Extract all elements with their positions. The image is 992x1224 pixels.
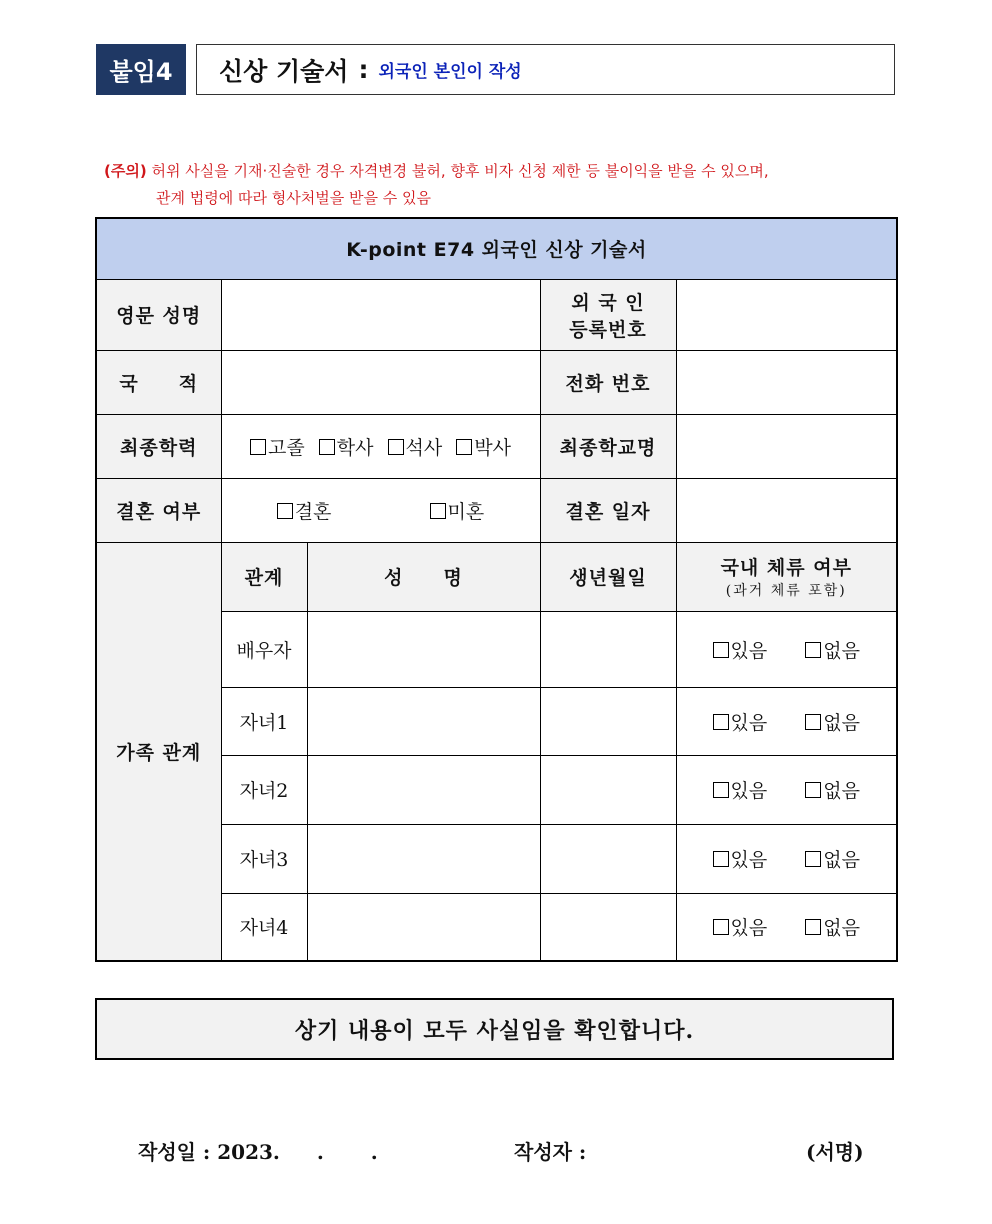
confirmation-statement: 상기 내용이 모두 사실임을 확인합니다. [95,998,894,1060]
family-relation-spouse: 배우자 [221,611,307,687]
option-label: 있음 [730,639,768,662]
marriage-date-field[interactable] [676,478,897,542]
family-name-field[interactable] [307,687,540,755]
education-option-bachelor[interactable] [319,433,374,460]
stay-options [676,824,897,893]
family-name-field[interactable] [307,611,540,687]
marital-option-married[interactable] [277,497,332,524]
stay-option-no[interactable] [805,636,860,663]
option-label: 없음 [823,639,860,662]
checkbox-icon[interactable] [805,851,821,867]
stay-header [676,542,897,611]
option-label: 있음 [730,711,768,734]
checkbox-icon[interactable] [713,919,729,935]
option-label: 없음 [823,711,860,734]
stay-option-yes[interactable] [713,913,768,940]
notice-label: (주의) [104,162,147,180]
checkbox-icon[interactable] [456,439,472,455]
nationality-field[interactable] [221,350,540,414]
education-label: 최종학력 [96,414,221,478]
checkbox-icon[interactable] [250,439,266,455]
family-relation-child3: 자녀3 [221,824,307,893]
stay-option-yes[interactable] [713,636,768,663]
stay-options [676,893,897,961]
stay-option-yes[interactable] [713,776,768,803]
stay-option-yes[interactable] [713,845,768,872]
family-relations-label: 가족 관계 [96,542,221,961]
registration-number-field[interactable] [676,279,897,350]
family-name-field[interactable] [307,824,540,893]
family-birthdate-field[interactable] [540,611,676,687]
family-birthdate-field[interactable] [540,824,676,893]
date-line [138,1136,378,1165]
registration-number-label-line2: 등록번호 [569,318,647,341]
stay-header-label: 국내 체류 여부 [720,557,852,579]
checkbox-icon[interactable] [319,439,335,455]
marital-status-label: 결혼 여부 [96,478,221,542]
stay-option-no[interactable] [805,845,860,872]
option-label: 있음 [730,780,768,802]
option-label: 없음 [823,780,860,802]
option-label: 있음 [730,917,768,940]
title-colon: : [358,55,369,84]
english-name-field[interactable] [221,279,540,350]
personal-info-form [95,217,898,962]
checkbox-icon[interactable] [805,919,821,935]
stay-options [676,687,897,755]
family-birthdate-field[interactable] [540,893,676,961]
checkbox-icon[interactable] [805,714,821,730]
option-label: 있음 [730,849,768,871]
option-label: 미혼 [447,500,485,523]
option-label: 없음 [823,849,860,871]
signature-label[interactable]: (서명) [806,1140,864,1164]
education-options [221,414,540,478]
stay-option-no[interactable] [805,708,860,735]
option-label: 결혼 [294,500,332,523]
education-option-highschool[interactable] [250,433,305,460]
checkbox-icon[interactable] [713,642,729,658]
phone-label: 전화 번호 [540,350,676,414]
option-label: 석사 [405,436,443,459]
warning-notice [104,158,894,212]
checkbox-icon[interactable] [805,782,821,798]
option-label: 박사 [474,436,511,459]
name-header: 성 명 [307,542,540,611]
date-label: 작성일 : 2023. [138,1140,280,1164]
stay-options [676,755,897,824]
stay-options [676,611,897,687]
family-relation-child4: 자녀4 [221,893,307,961]
document-title: 신상 기술서 [219,56,349,86]
stay-header-note: (과거 체류 포함) [725,583,847,599]
school-name-field[interactable] [676,414,897,478]
birthdate-header: 생년월일 [540,542,676,611]
education-option-master[interactable] [388,433,443,460]
notice-line-1: 허위 사실을 기재·진술한 경우 자격변경 불허, 향후 비자 신청 제한 등 불이익을 받을 수 있으며, [151,162,769,180]
document-subtitle: 외국인 본인이 작성 [378,62,522,82]
stay-option-no[interactable] [805,776,860,803]
family-name-field[interactable] [307,755,540,824]
marital-options [221,478,540,542]
registration-number-label [540,279,676,350]
notice-line-2: 관계 법령에 따라 형사처벌을 받을 수 있음 [156,189,431,207]
checkbox-icon[interactable] [805,642,821,658]
family-birthdate-field[interactable] [540,687,676,755]
checkbox-icon[interactable] [713,782,729,798]
checkbox-icon[interactable] [713,851,729,867]
marital-option-single[interactable] [430,497,485,524]
family-name-field[interactable] [307,893,540,961]
checkbox-icon[interactable] [713,714,729,730]
attachment-tag: 붙임4 [96,44,186,95]
family-birthdate-field[interactable] [540,755,676,824]
nationality-label: 국 적 [96,350,221,414]
stay-option-yes[interactable] [713,708,768,735]
form-title: K-point E74 외국인 신상 기술서 [96,218,897,279]
checkbox-icon[interactable] [277,503,293,519]
family-relation-child2: 자녀2 [221,755,307,824]
education-option-doctorate[interactable] [456,433,511,460]
family-relation-child1: 자녀1 [221,687,307,755]
checkbox-icon[interactable] [388,439,404,455]
date-dots: . . [316,1140,378,1164]
relation-header: 관계 [221,542,307,611]
checkbox-icon[interactable] [430,503,446,519]
phone-field[interactable] [676,350,897,414]
english-name-label: 영문 성명 [96,279,221,350]
school-name-label: 최종학교명 [540,414,676,478]
marriage-date-label: 결혼 일자 [540,478,676,542]
writer-label: 작성자 : [514,1140,587,1164]
option-label: 고졸 [267,436,305,459]
document-header [196,44,895,95]
stay-option-no[interactable] [805,913,860,940]
registration-number-label-line1: 외 국 인 [571,291,645,314]
option-label: 학사 [336,436,374,459]
option-label: 없음 [823,917,860,940]
